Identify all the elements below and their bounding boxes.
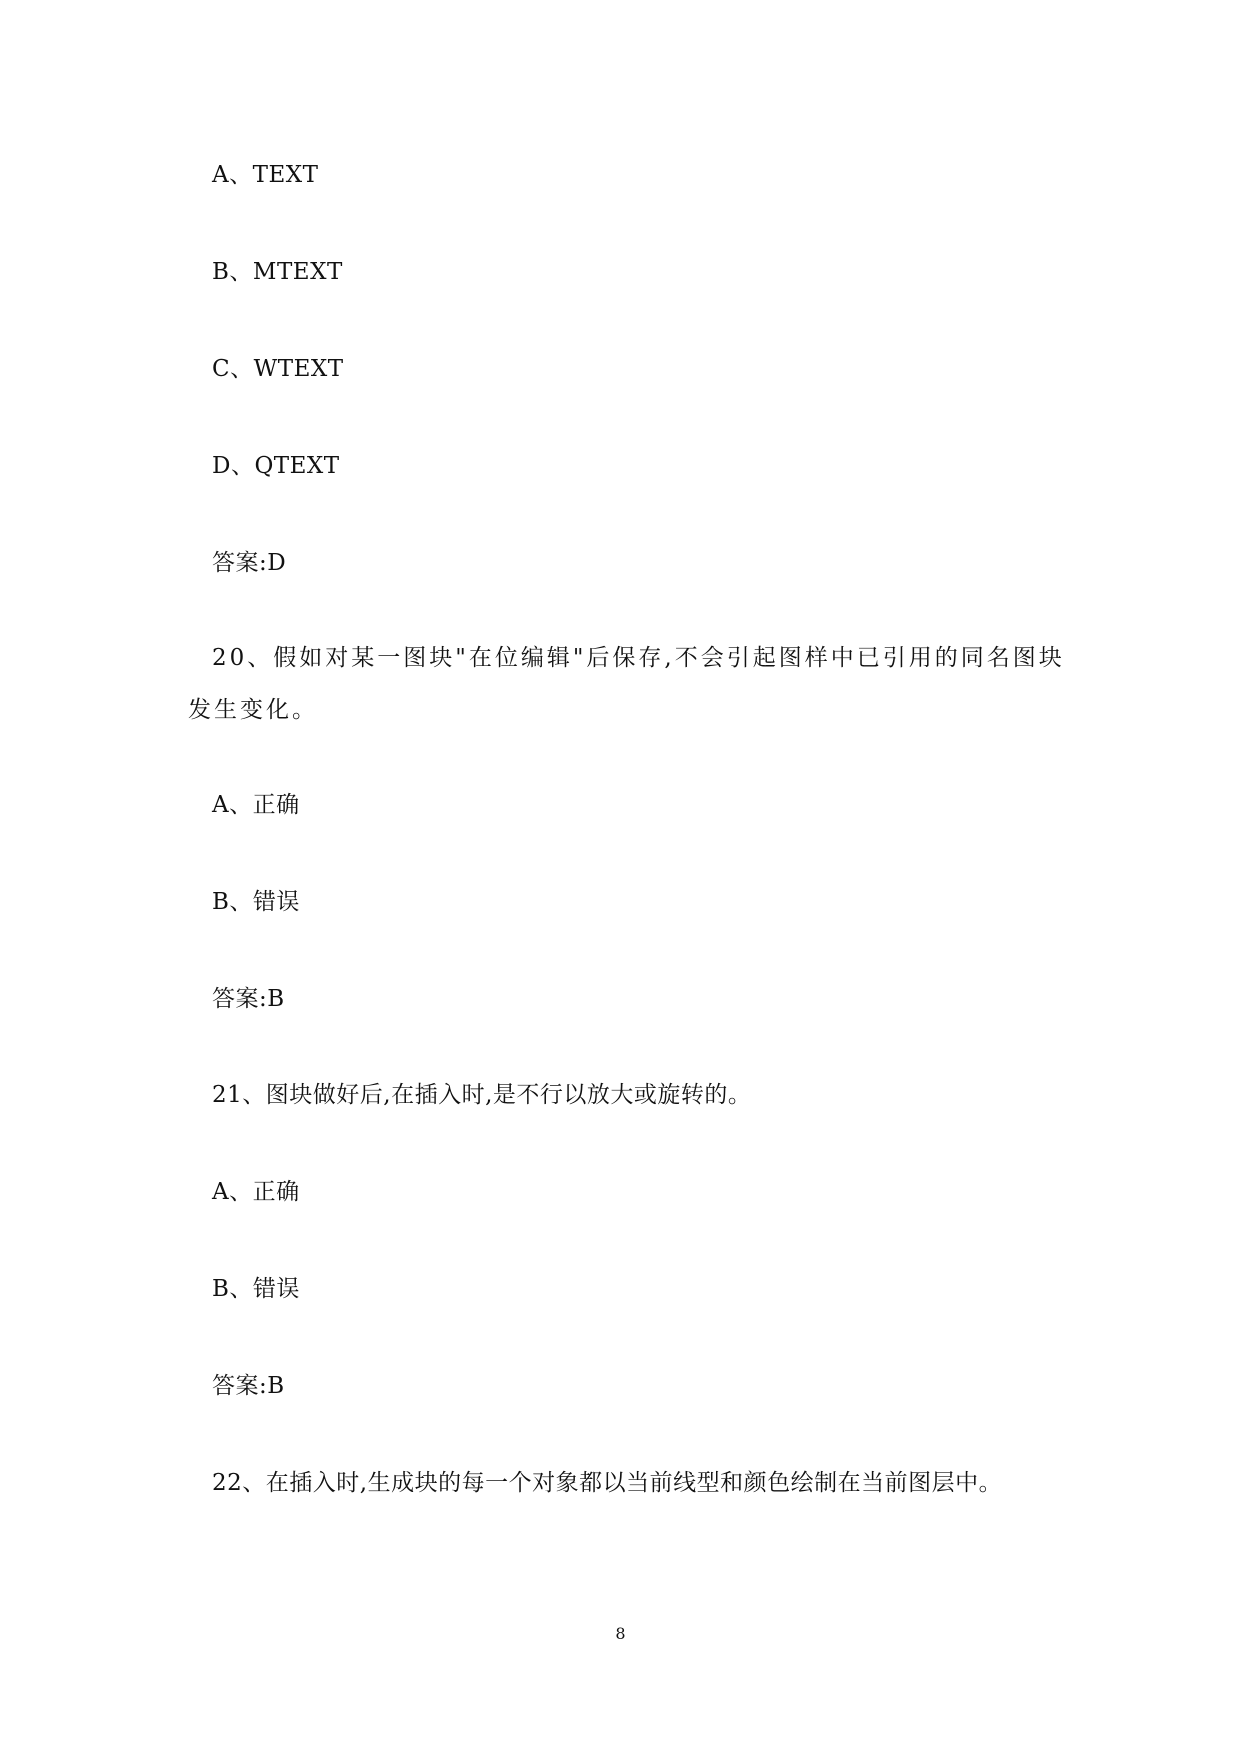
question-21-option-a: A、正确 <box>212 1179 300 1205</box>
question-20-option-b: B、错误 <box>212 889 300 915</box>
answer-20: 答案:B <box>212 986 285 1012</box>
option-d-qtext: D、QTEXT <box>212 453 340 479</box>
question-22: 22、在插入时,生成块的每一个对象都以当前线型和颜色绘制在当前图层中。 <box>212 1470 1003 1496</box>
answer-21: 答案:B <box>212 1373 285 1399</box>
question-20-option-a: A、正确 <box>212 792 300 818</box>
option-a-text: A、TEXT <box>212 162 319 188</box>
page-number: 8 <box>615 1624 626 1643</box>
question-21-option-b: B、错误 <box>212 1276 300 1302</box>
question-20: 20、假如对某一图块"在位编辑"后保存,不会引起图样中已引用的同名图块发生变化。 <box>188 645 1065 723</box>
question-21: 21、图块做好后,在插入时,是不行以放大或旋转的。 <box>212 1082 752 1108</box>
option-c-wtext: C、WTEXT <box>212 356 344 382</box>
option-b-mtext: B、MTEXT <box>212 259 343 285</box>
answer-19: 答案:D <box>212 550 287 576</box>
